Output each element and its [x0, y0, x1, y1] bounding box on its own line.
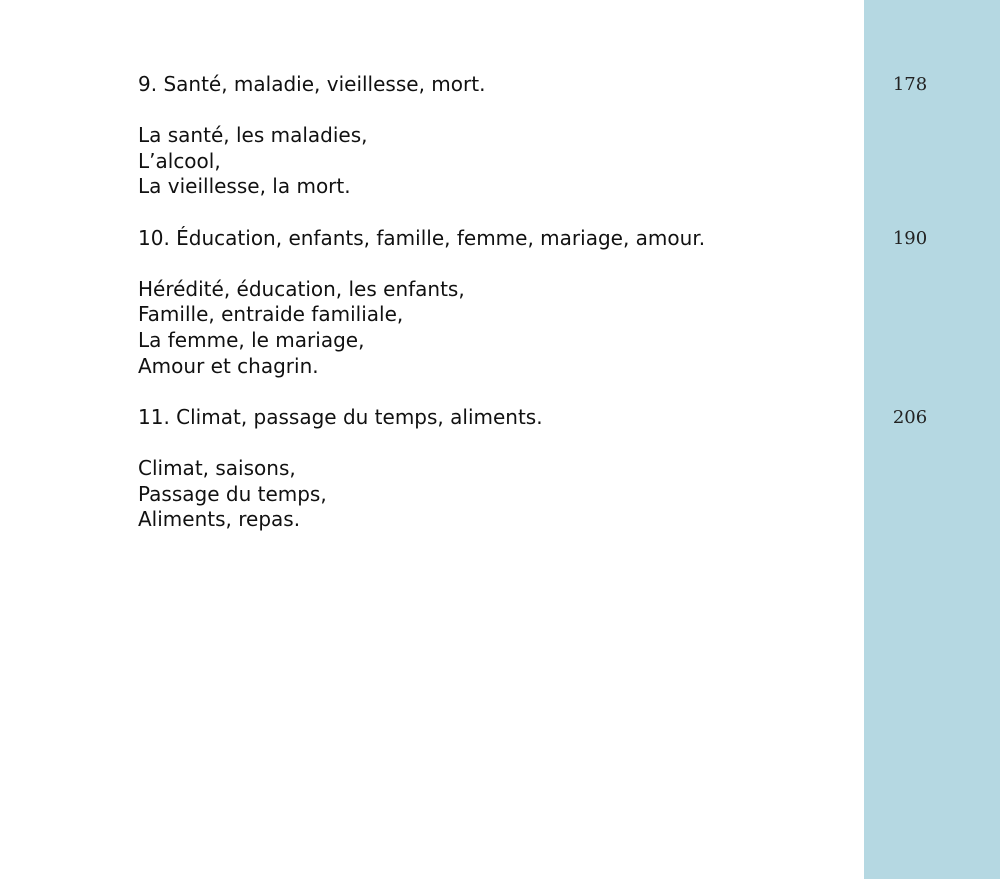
- subtopic-line: Climat, saisons,: [138, 455, 296, 480]
- subtopic-line: Famille, entraide familiale,: [138, 302, 404, 327]
- toc-section-11: [138, 405, 838, 533]
- section-heading: 11. Climat, passage du temps, aliments.: [138, 404, 543, 429]
- sidebar-panel: [864, 0, 1000, 879]
- subtopic-line: Amour et chagrin.: [138, 353, 319, 378]
- subtopic-line: Passage du temps,: [138, 481, 327, 506]
- subtopic-line: L’alcool,: [138, 148, 221, 173]
- page-number-section-10: 190: [892, 227, 928, 249]
- subtopic-line: Hérédité, éducation, les enfants,: [138, 276, 465, 301]
- subtopic-line: La santé, les maladies,: [138, 123, 368, 148]
- toc-section-9: [138, 72, 838, 200]
- page-number-section-9: 178: [892, 74, 928, 95]
- section-heading: 9. Santé, maladie, vieillesse, mort.: [138, 72, 486, 96]
- page-number-section-11: 206: [892, 406, 928, 428]
- table-of-contents: [138, 72, 838, 558]
- section-heading: 10. Éducation, enfants, famille, femme, mariage, amour.: [138, 225, 706, 250]
- subtopic-line: Aliments, repas.: [138, 507, 301, 532]
- toc-section-10: [138, 226, 838, 380]
- subtopic-line: La vieillesse, la mort.: [138, 174, 351, 199]
- subtopic-line: La femme, le mariage,: [138, 327, 365, 352]
